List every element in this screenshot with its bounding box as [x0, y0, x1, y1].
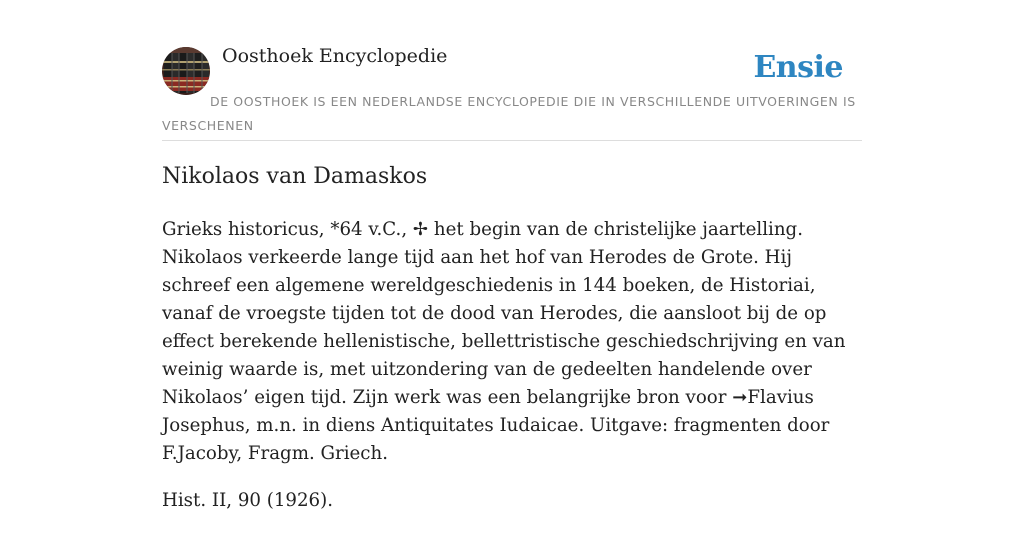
- brand-logo[interactable]: Ensie: [753, 50, 843, 85]
- article-title: Nikolaos van Damaskos: [162, 164, 428, 189]
- site-tagline: DE OOSTHOEK IS EEN NEDERLANDSE ENCYCLOPEDIE DIE IN VERSCHILLENDE UITVOERINGEN IS VERSCHENEN: [162, 94, 856, 133]
- book-spines-icon: [162, 47, 210, 95]
- site-header: [162, 0, 862, 141]
- site-avatar[interactable]: [162, 47, 210, 95]
- article-body: [162, 216, 862, 534]
- page: [162, 0, 862, 512]
- article-paragraph: Hist. II, 90 (1926).: [162, 490, 333, 511]
- article-paragraph: Grieks historicus, *64 v.C., ✢ het begin van de christelijke jaartelling. Nikolaos verkeerde lange tijd aan het hof van Herodes de Grote. Hij schreef een algemene wereldgeschiedenis in 144 boeken, de Historiai, vanaf de vroegste tijden tot de dood van Herodes, die aansloot bij de op effect berekende hellenistische, bellettristische geschiedschrijving en van weinig waarde is, met uitzondering van de gedeelten handelende over Nikolaos’ eigen tijd. Zijn werk was een belangrijke bron voor ➞Flavius Josephus, m.n. in diens Antiquitates Iudaicae. Uitgave: fragmenten door F.Jacoby, Fragm. Griech.: [162, 219, 846, 464]
- site-title[interactable]: Oosthoek Encyclopedie: [222, 45, 448, 67]
